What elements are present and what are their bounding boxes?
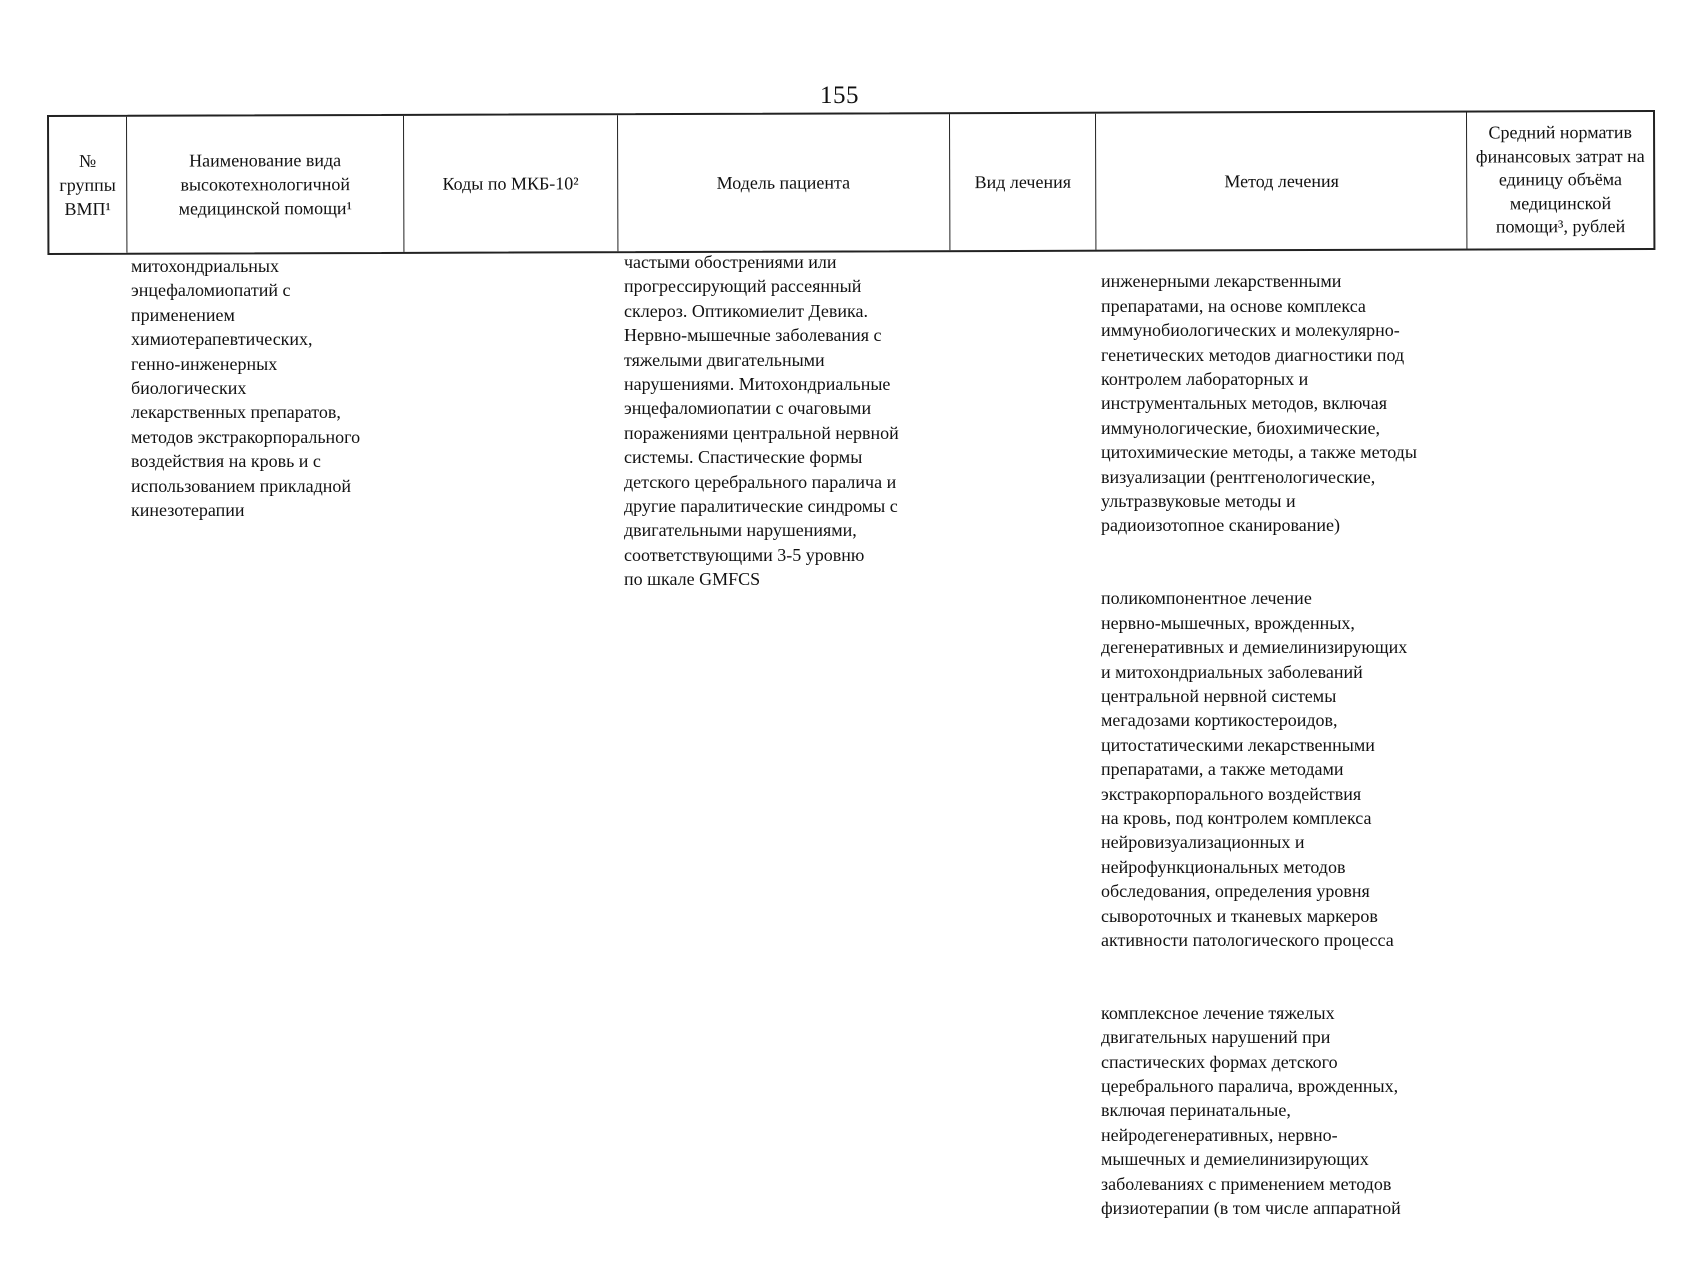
header-group-number: № группы ВМП¹ xyxy=(49,117,127,253)
header-cost-norm: Средний норматив финансовых затрат на единицу объёма медицинской помощи³, рублей xyxy=(1475,122,1645,237)
table-header xyxy=(47,110,1655,255)
cell-treatment-method xyxy=(1101,245,1481,1269)
cell-service-name: митохондриальных энцефаломиопатий с применением химиотерапевтических, генно-инженерных биологических лекарственных препаратов, методов экстракорпорального воздействия на кровь и с использованием прикладной кинезотерапии xyxy=(131,256,361,521)
header-treatment-method: Метод лечения xyxy=(1096,113,1467,250)
page-number: 155 xyxy=(820,82,859,109)
method-paragraph: комплексное лечение тяжелых двигательных нарушений при спастических формах детского церебрального паралича, врожденных, включая перинатальные, нейродегенеративных, нервно- мышечных и демиелинизирующих заболеваниях с применением методов физиотерапии (в том числе аппаратной xyxy=(1101,1002,1401,1219)
header-patient-model: Модель пациента xyxy=(618,114,951,251)
header-treatment-type: Вид лечения xyxy=(950,114,1097,250)
cell-patient-model: частыми обострениями или прогрессирующий рассеянный склероз. Оптикомиелит Девика. Нервно-мышечные заболевания с тяжелыми двигательными нарушениями. Митохондриальные энцефаломиопатии с очаговыми поражениями центральной нервной системы. Спастические формы детского церебрального паралича и другие паралитические синдромы с двигательными нарушениями, соответствующими 3-5 уровню по шкале GMFCS xyxy=(624,252,899,590)
method-paragraph: поликомпонентное лечение нервно-мышечных, врожденных, дегенеративных и демиелинизирующих и митохондриальных заболеваний центральной нервной системы мегадозами кортикостероидов, цитостатическими лекарственными препаратами, а также методами экстракорпорального воздействия на кровь, под контролем комплекса нейровизуализационных и нейрофункциональных методов обследования, определения уровня сывороточных и тканевых маркеров активности патологического процесса xyxy=(1101,588,1408,950)
header-icd-codes: Коды по МКБ-10² xyxy=(404,115,618,252)
method-paragraph: инженерными лекарственными препаратами, на основе комплекса иммунобиологических и молекулярно- генетических методов диагностики под контролем лабораторных и инструментальных методов, включая иммунологические, биохимические, цитохимические методы, а также методы визуализации (рентгенологические, ультразвуковые методы и радиоизотопное сканирование) xyxy=(1101,271,1417,536)
header-service-name: Наименование вида высокотехнологичной медицинской помощи¹ xyxy=(127,116,405,253)
